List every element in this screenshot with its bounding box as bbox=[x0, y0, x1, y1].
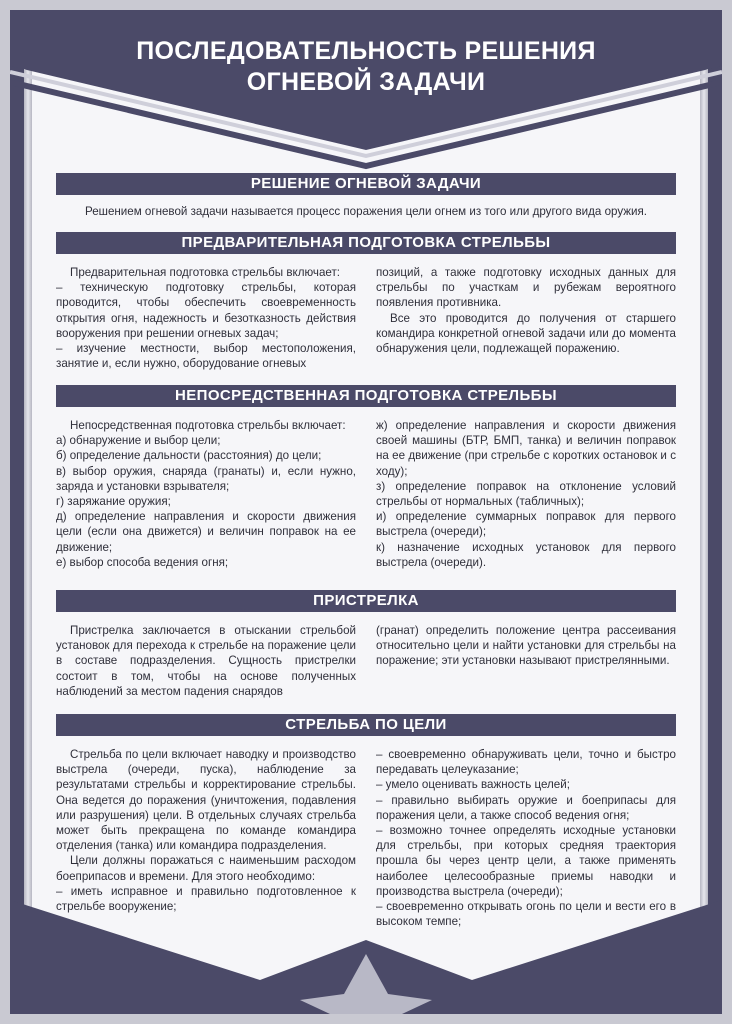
list-item: – своевременно открывать огонь по цели и вести его в высоком темпе; bbox=[376, 900, 676, 929]
paragraph: Пристрелка заключается в отыскании стрельбой установок для перехода к стрельбе на поражение цели в составе подразделения. Сущность пристрелки состоит в том, чтобы на основе полученных наблюдений за местом падения снарядов bbox=[56, 624, 356, 698]
list-item: г) заряжание оружия; bbox=[56, 495, 171, 509]
paragraph: – техническую подготовку стрельбы, которая проводится, чтобы обеспечить своевременность открытия огня, надежность и безотказность действия вооружения при решении огневых задач; bbox=[56, 281, 356, 340]
direct-prep-right-column bbox=[376, 418, 676, 570]
paragraph: – изучение местности, выбор местоположения, занятие и, если нужно, оборудование огневых bbox=[56, 342, 356, 371]
list-item: к) назначение исходных установок для первого выстрела (очереди). bbox=[376, 540, 676, 569]
section-text-fire-task bbox=[56, 204, 676, 219]
target-fire-left-column bbox=[56, 747, 356, 914]
preliminary-prep-right-column bbox=[376, 265, 676, 356]
list-item: з) определение поправок на отклонение условий стрельбы от нормальных (табличных); bbox=[376, 479, 676, 509]
section-heading-preliminary-prep: ПРЕДВАРИТЕЛЬНАЯ ПОДГОТОВКА СТРЕЛЬБЫ bbox=[56, 232, 676, 254]
ranging-left-column bbox=[56, 623, 356, 699]
paragraph: Стрельба по цели включает наводку и производство выстрела (очереди, пуска), наблюдение за результатами стрельбы и корректирование стрельбы. Она ведется до поражения (уничтожения, подавления или разрушения) цели. В отдельных случаях стрельба может быть прекращена по команде командира отделения (танка) или командира подразделения. bbox=[56, 748, 356, 853]
list-item: ж) определение направления и скорости движения своей машины (БТР, БМП, танка) и величин поправок на ее движение (при стрельбе с коротких остановок и с ходу); bbox=[376, 419, 676, 478]
paragraph: Непосредственная подготовка стрельбы включает: bbox=[70, 419, 346, 432]
paragraph: (гранат) определить положение центра рассеивания относительно цели и найти установки для стрельбы на поражение; эти установки называют пристрелянными. bbox=[376, 624, 676, 668]
section-heading-ranging: ПРИСТРЕЛКА bbox=[56, 590, 676, 612]
paragraph: позиций, а также подготовку исходных данных для стрельбы по участкам и рубежам вероятного появления противника. bbox=[376, 266, 676, 310]
paragraph: Цели должны поражаться с наименьшим расходом боеприпасов и времени. Для этого необходимо: bbox=[56, 854, 356, 883]
paragraph: Все это проводится до получения от старшего командира конкретной огневой задачи или до момента обнаружения цели, подлежащей поражению. bbox=[376, 311, 676, 356]
poster bbox=[10, 10, 722, 1014]
section-heading-direct-prep: НЕПОСРЕДСТВЕННАЯ ПОДГОТОВКА СТРЕЛЬБЫ bbox=[56, 385, 676, 407]
paragraph: Предварительная подготовка стрельбы включает: bbox=[70, 266, 340, 279]
list-item: – умело оценивать важность целей; bbox=[376, 778, 570, 792]
list-item: – своевременно обнаруживать цели, точно и быстро передавать целеуказание; bbox=[376, 748, 676, 777]
list-item: – правильно выбирать оружие и боеприпасы для поражения цели, а также способ ведения огня; bbox=[376, 793, 676, 822]
section-heading-fire-task: РЕШЕНИЕ ОГНЕВОЙ ЗАДАЧИ bbox=[56, 173, 676, 195]
list-item: е) выбор способа ведения огня; bbox=[56, 555, 229, 569]
list-item: – возможно точнее определять исходные установки для стрельбы, при которых средняя траектория прошла бы через центр цели, а также применять наиболее целесообразные приемы наводки и производства выстрела (очереди); bbox=[376, 824, 676, 898]
list-item: а) обнаружение и выбор цели; bbox=[56, 434, 221, 448]
section-heading-target-fire: СТРЕЛЬБА ПО ЦЕЛИ bbox=[56, 714, 676, 736]
target-fire-right-column bbox=[376, 747, 676, 929]
list-item: – иметь исправное и правильно подготовленное к стрельбе вооружение; bbox=[56, 884, 356, 914]
list-item: д) определение направления и скорости движения цели (если она движется) и величин поправок на ее движение; bbox=[56, 510, 356, 554]
list-item: в) выбор оружия, снаряда (гранаты) и, если нужно, заряда и установки взрывателя; bbox=[56, 464, 356, 493]
poster-title bbox=[10, 36, 722, 98]
preliminary-prep-left-column bbox=[56, 265, 356, 371]
ranging-right-column bbox=[376, 623, 676, 669]
title-line-2: ОГНЕВОЙ ЗАДАЧИ bbox=[246, 68, 486, 96]
direct-prep-left-column bbox=[56, 418, 356, 570]
list-item: б) определение дальности (расстояния) до цели; bbox=[56, 449, 322, 463]
title-line-1: ПОСЛЕДОВАТЕЛЬНОСТЬ РЕШЕНИЯ bbox=[136, 37, 596, 65]
list-item: и) определение суммарных поправок для первого выстрела (очереди); bbox=[376, 510, 676, 539]
paragraph: Решением огневой задачи называется процесс поражения цели огнем из того или другого вида оружия. bbox=[84, 205, 648, 218]
